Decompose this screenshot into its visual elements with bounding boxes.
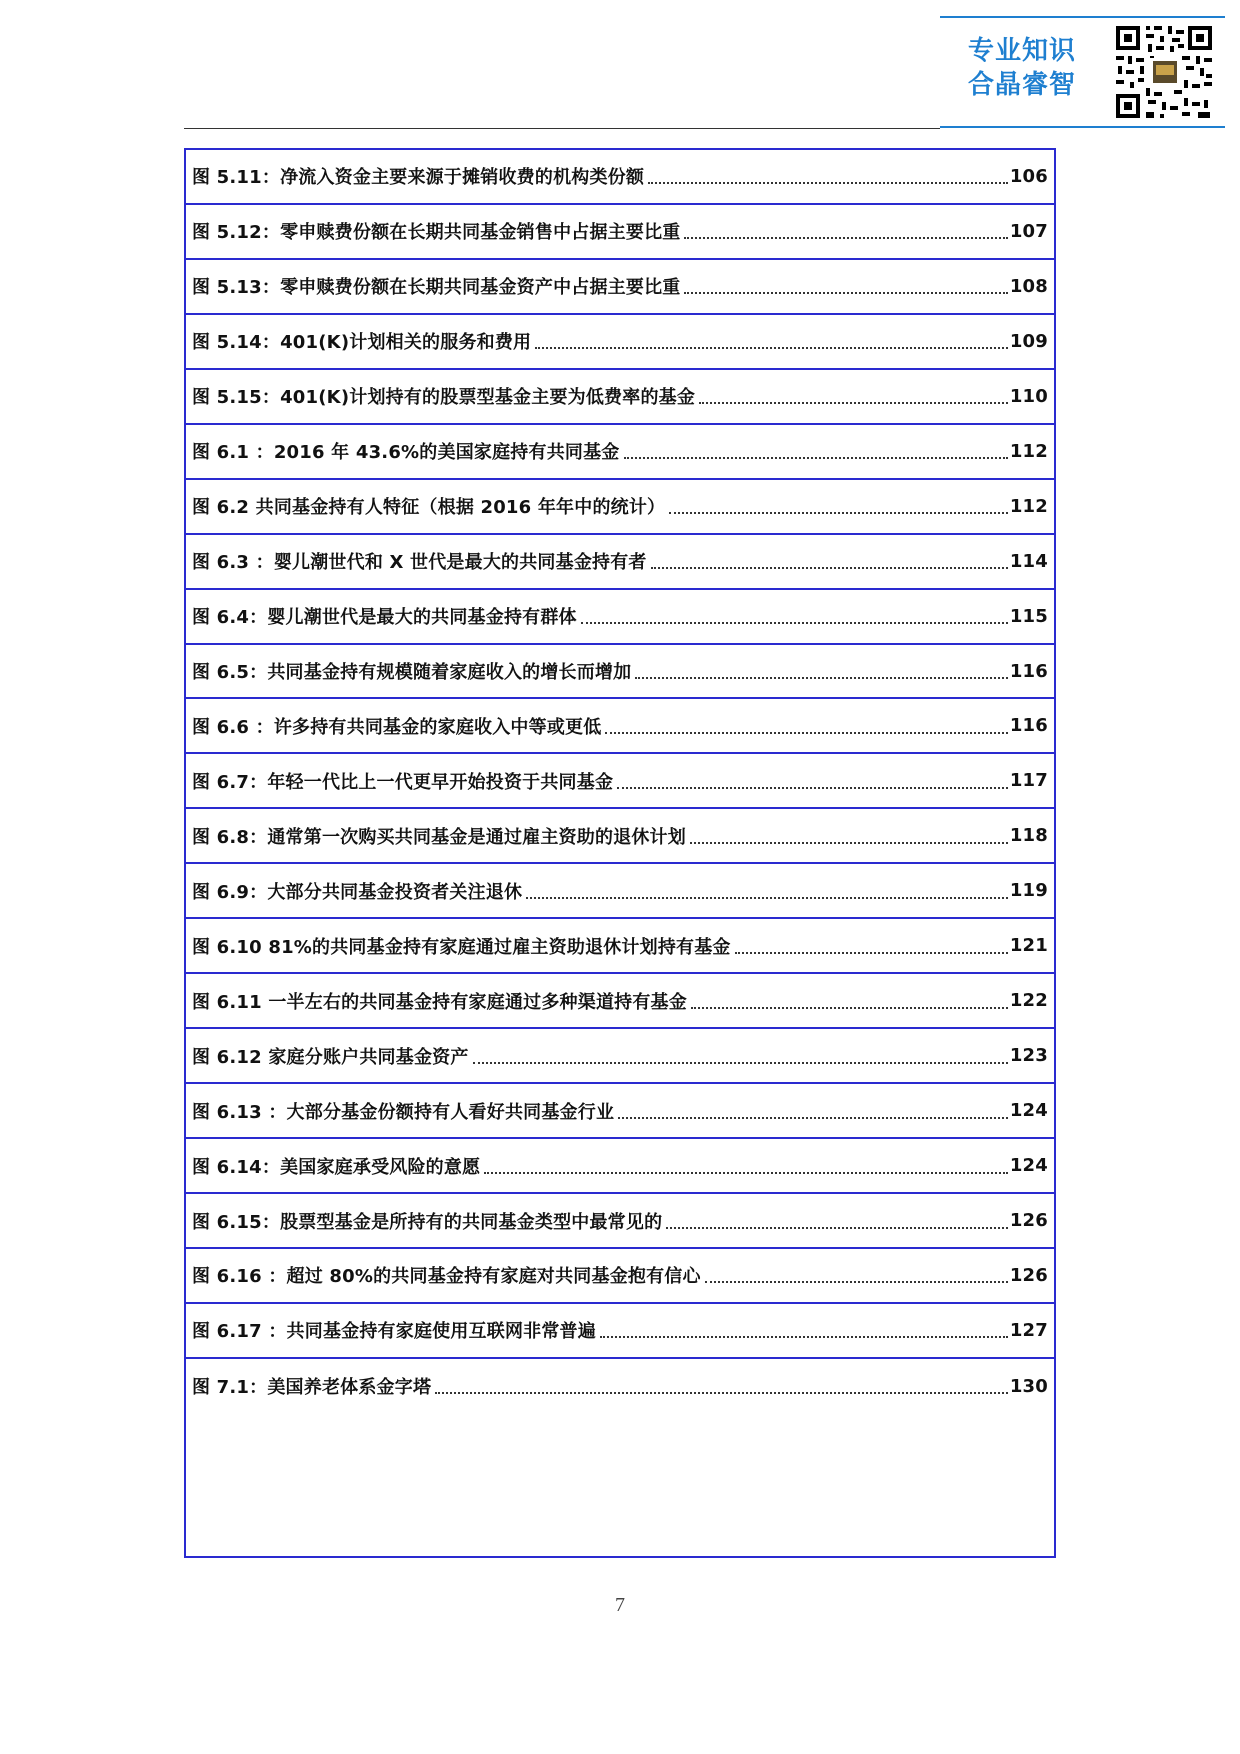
brand-line-1: 专业知识 (967, 36, 1076, 66)
header-rule (184, 128, 940, 129)
toc-dot-leader (617, 769, 1008, 789)
toc-entry[interactable] (186, 864, 1054, 919)
toc-entry-page: 123 (1009, 1045, 1048, 1067)
toc-dot-leader (635, 659, 1007, 679)
toc-entry-label: 图 5.14：401(K)计划相关的服务和费用 (192, 332, 532, 354)
toc-entry-label: 图 5.15：401(K)计划持有的股票型基金主要为低费率的基金 (192, 387, 696, 409)
toc-dot-leader (735, 934, 1008, 954)
toc-entry-label: 图 6.8：通常第一次购买共同基金是通过雇主资助的退休计划 (192, 826, 686, 848)
toc-dot-leader (648, 164, 1008, 184)
toc-entry-page: 124 (1009, 1155, 1048, 1177)
toc-entry-label: 图 5.13：零申赎费份额在长期共同基金资产中占据主要比重 (192, 277, 681, 299)
toc-entry[interactable] (186, 480, 1054, 535)
toc-entry-label: 图 6.4：婴儿潮世代是最大的共同基金持有群体 (192, 607, 577, 629)
toc-dot-leader (473, 1044, 1008, 1064)
toc-entry[interactable] (186, 1029, 1054, 1084)
toc-entry[interactable] (186, 1249, 1054, 1304)
toc-entry-label: 图 6.5：共同基金持有规模随着家庭收入的增长而增加 (192, 662, 632, 684)
toc-entry-page: 117 (1009, 770, 1048, 792)
toc-dot-leader (581, 604, 1008, 624)
toc-entry-label: 图 6.10 81%的共同基金持有家庭通过雇主资助退休计划持有基金 (192, 936, 731, 958)
toc-entry-label: 图 6.2 共同基金持有人特征（根据 2016 年年中的统计） (192, 497, 666, 519)
toc-entry[interactable] (186, 535, 1054, 590)
toc-entry-page: 115 (1009, 605, 1048, 627)
toc-entry-page: 130 (1009, 1375, 1048, 1397)
toc-entry-page: 110 (1009, 385, 1048, 407)
toc-dot-leader (535, 329, 1008, 349)
toc-entry[interactable] (186, 700, 1054, 755)
toc-entry[interactable] (186, 974, 1054, 1029)
toc-entry-label: 图 6.17 ：共同基金持有家庭使用互联网非常普遍 (192, 1321, 596, 1343)
toc-entry-label: 图 6.16 ：超过 80%的共同基金持有家庭对共同基金抱有信心 (192, 1266, 701, 1288)
toc-dot-leader (691, 989, 1008, 1009)
toc-entry-label: 图 5.12：零申赎费份额在长期共同基金销售中占据主要比重 (192, 222, 681, 244)
toc-dot-leader (684, 219, 1007, 239)
toc-entry[interactable] (186, 809, 1054, 864)
toc-dot-leader (684, 274, 1007, 294)
toc-entry-page: 109 (1009, 330, 1048, 352)
brand-line-2: 合晶睿智 (967, 70, 1076, 100)
toc-entry-page: 112 (1009, 440, 1048, 462)
toc-entry-label: 图 6.6 ：许多持有共同基金的家庭收入中等或更低 (192, 716, 602, 738)
toc-entry-label: 图 6.1 ：2016 年 43.6%的美国家庭持有共同基金 (192, 442, 620, 464)
toc-entry-label: 图 6.11 一半左右的共同基金持有家庭通过多种渠道持有基金 (192, 991, 687, 1013)
toc-entry-label: 图 6.14：美国家庭承受风险的意愿 (192, 1156, 481, 1178)
toc-dot-leader (600, 1318, 1008, 1338)
toc-entry-label: 图 6.7：年轻一代比上一代更早开始投资于共同基金 (192, 771, 614, 793)
toc-entry-label: 图 6.9：大部分共同基金投资者关注退休 (192, 881, 523, 903)
toc-dot-leader (484, 1154, 1008, 1174)
toc-dot-leader (605, 714, 1007, 734)
qr-code-icon (1112, 22, 1216, 122)
toc-entry-page: 106 (1009, 165, 1048, 187)
toc-entry-label: 图 6.12 家庭分账户共同基金资产 (192, 1046, 469, 1068)
toc-entry[interactable] (186, 1139, 1054, 1194)
toc-entry[interactable] (186, 590, 1054, 645)
toc-entry-page: 112 (1009, 495, 1048, 517)
toc-entry-label: 图 6.15：股票型基金是所持有的共同基金类型中最常见的 (192, 1211, 663, 1233)
toc-dot-leader (666, 1209, 1008, 1229)
toc-entry-page: 126 (1009, 1210, 1048, 1232)
page-number: 7 (615, 1594, 625, 1616)
toc-entry[interactable] (186, 370, 1054, 425)
toc-dot-leader (526, 879, 1008, 899)
toc-dot-leader (651, 549, 1008, 569)
toc-entry-label: 图 7.1：美国养老体系金字塔 (192, 1377, 432, 1399)
toc-entry[interactable] (186, 425, 1054, 480)
toc-dot-leader (669, 494, 1008, 514)
toc-entry[interactable] (186, 1194, 1054, 1249)
toc-entry[interactable] (186, 919, 1054, 974)
header-accent-rule-bottom (940, 126, 1225, 128)
toc-entry-page: 108 (1009, 275, 1048, 297)
list-of-figures-table (184, 148, 1056, 1558)
toc-entry[interactable] (186, 754, 1054, 809)
toc-entry-page: 126 (1009, 1264, 1048, 1286)
toc-dot-leader (618, 1099, 1008, 1119)
toc-dot-leader (690, 824, 1008, 844)
brand-logo-text (962, 34, 1082, 102)
toc-entry[interactable] (186, 260, 1054, 315)
toc-entry-page: 114 (1009, 550, 1048, 572)
toc-entry-page: 124 (1009, 1100, 1048, 1122)
toc-dot-leader (435, 1374, 1008, 1394)
toc-entry-label: 图 6.13 ：大部分基金份额持有人看好共同基金行业 (192, 1101, 615, 1123)
toc-entry-page: 118 (1009, 825, 1048, 847)
toc-entry-page: 107 (1009, 220, 1048, 242)
toc-entry-label: 图 5.11：净流入资金主要来源于摊销收费的机构类份额 (192, 167, 645, 189)
toc-entry[interactable] (186, 1359, 1054, 1414)
toc-entry[interactable] (186, 205, 1054, 260)
toc-entry-page: 127 (1009, 1319, 1048, 1341)
toc-dot-leader (699, 384, 1008, 404)
toc-entry[interactable] (186, 150, 1054, 205)
toc-dot-leader (624, 439, 1008, 459)
toc-entry-page: 122 (1009, 990, 1048, 1012)
toc-entry-page: 119 (1009, 880, 1048, 902)
toc-entry[interactable] (186, 1084, 1054, 1139)
toc-entry[interactable] (186, 315, 1054, 370)
toc-entry-page: 116 (1009, 715, 1048, 737)
toc-entry-page: 116 (1009, 660, 1048, 682)
toc-entry[interactable] (186, 645, 1054, 700)
toc-entry[interactable] (186, 1304, 1054, 1359)
toc-entry-page: 121 (1009, 935, 1048, 957)
header-accent-rule-top (940, 16, 1225, 18)
toc-dot-leader (705, 1263, 1008, 1283)
toc-entry-label: 图 6.3 ：婴儿潮世代和 X 世代是最大的共同基金持有者 (192, 552, 647, 574)
